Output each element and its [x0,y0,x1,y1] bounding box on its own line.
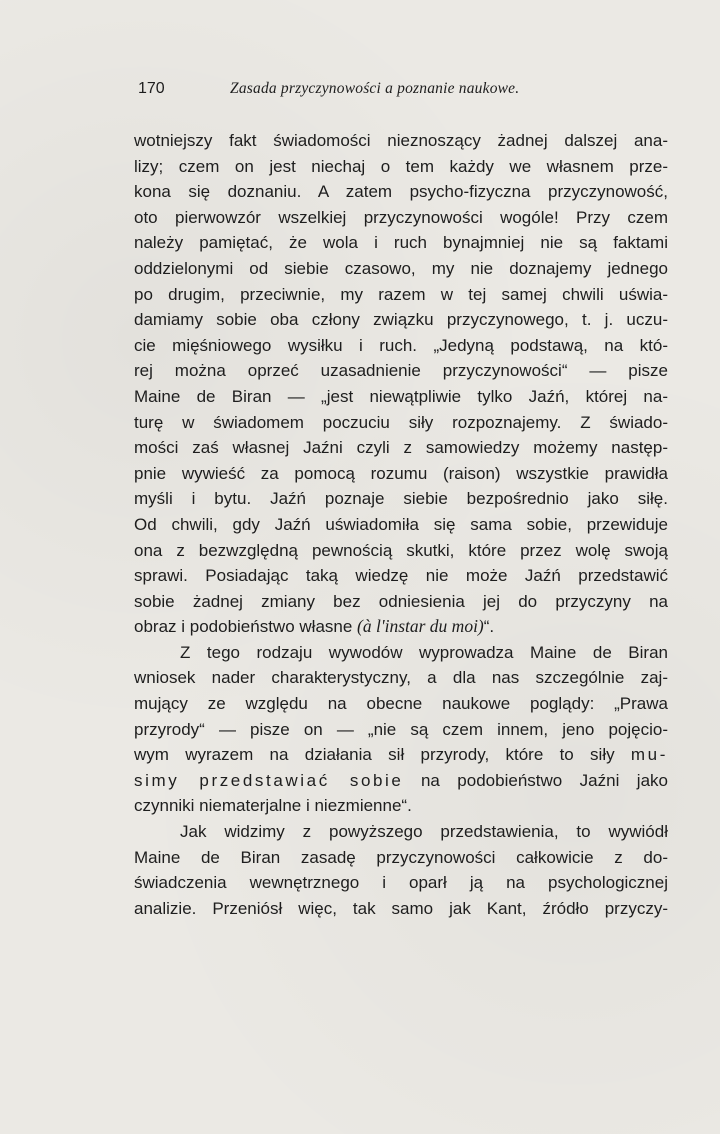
running-head-title: Zasada przyczynowości a poznanie naukowe. [230,80,520,97]
text-line: kona się doznaniu. A zatem psycho-fizyczna przyczynowość, [134,182,668,202]
running-head [134,80,674,104]
text-line: oddzielonymi od siebie czasowo, my nie doznajemy jednego [134,258,668,278]
spaced-emphasis: mu- [630,745,668,765]
text-segment: “. [483,617,495,637]
text-line: myśli i bytu. Jaźń poznaje siebie bezpośrednio jako siłę. [134,489,668,509]
text-line: sprawi. Posiadając taką wiedzę nie może Jaźń przedstawić [134,566,668,586]
text-line [134,614,668,640]
italic-quote: (à l'instar du moi) [357,616,484,637]
text-line: przyrody“ — pisze on — „nie są czem innem, jeno pojęcio- [134,719,668,739]
text-line [134,742,668,768]
text-line: analizie. Przeniósł więc, tak samo jak Kant, źródło przyczy- [134,898,668,918]
text-line: należy pamiętać, że wola i ruch bynajmniej nie są faktami [134,233,668,253]
text-line: sobie żadnej zmiany bez odniesienia jej do przyczyny na [134,591,668,611]
paragraph-1 [134,128,668,640]
text-line: turę w świadomem poczuciu siły rozpoznajemy. Z świado- [134,412,668,432]
text-line: czynniki niematerjalne i niezmienne“. [134,796,412,816]
page-number: 170 [138,80,165,97]
text-line: ona z bezwzględną pewnością skutki, które przez wolę swoją [134,540,668,560]
text-line: lizy; czem on jest niechaj o tem każdy we własnem prze- [134,156,668,176]
text-line: rej można oprzeć uzasadnienie przyczynowości“ — pisze [134,361,668,381]
paragraph-2 [134,640,668,819]
text-segment: na podobieństwo Jaźni jako [403,770,668,790]
spaced-emphasis: simy przedstawiać sobie [134,770,404,790]
text-line: Jak widzimy z powyższego przedstawienia, to wywiódł [180,822,668,842]
text-line: pnie wywieść za pomocą rozumu (raison) wszystkie prawidła [134,463,668,483]
text-line: mości zaś własnej Jaźni czyli z samowiedzy możemy następ- [134,438,668,458]
text-segment: wym wyrazem na działania sił przyrody, które to siły [134,745,631,765]
text-line: świadczenia wewnętrznego i oparł ją na psychologicznej [134,873,668,893]
text-line: Maine de Biran zasadę przyczynowości całkowicie z do- [134,847,668,867]
text-line: wniosek nader charakterystyczny, a dla nas szczególnie zaj- [134,668,668,688]
text-line: Od chwili, gdy Jaźń uświadomiła się sama sobie, przewiduje [134,514,668,534]
text-line: cie mięśniowego wysiłku i ruch. „Jedyną podstawą, na któ- [134,335,668,355]
text-line [134,768,668,794]
body-text [134,128,668,921]
text-segment: obraz i podobieństwo własne [134,617,358,637]
paragraph-3 [134,819,668,921]
text-line: po drugim, przeciwnie, my razem w tej samej chwili uświa- [134,284,668,304]
text-line: oto pierwowzór wszelkiej przyczynowości wogóle! Przy czem [134,207,668,227]
text-line: mujący ze względu na obecne naukowe poglądy: „Prawa [134,694,668,714]
text-line: Maine de Biran — „jest niewątpliwie tylko Jaźń, której na- [134,386,668,406]
text-line: wotniejszy fakt świadomości nieznoszący żadnej dalszej ana- [134,131,668,150]
text-line: Z tego rodzaju wywodów wyprowadza Maine de Biran [180,642,668,662]
text-line: damiamy sobie oba człony związku przyczynowego, t. j. uczu- [134,310,668,330]
